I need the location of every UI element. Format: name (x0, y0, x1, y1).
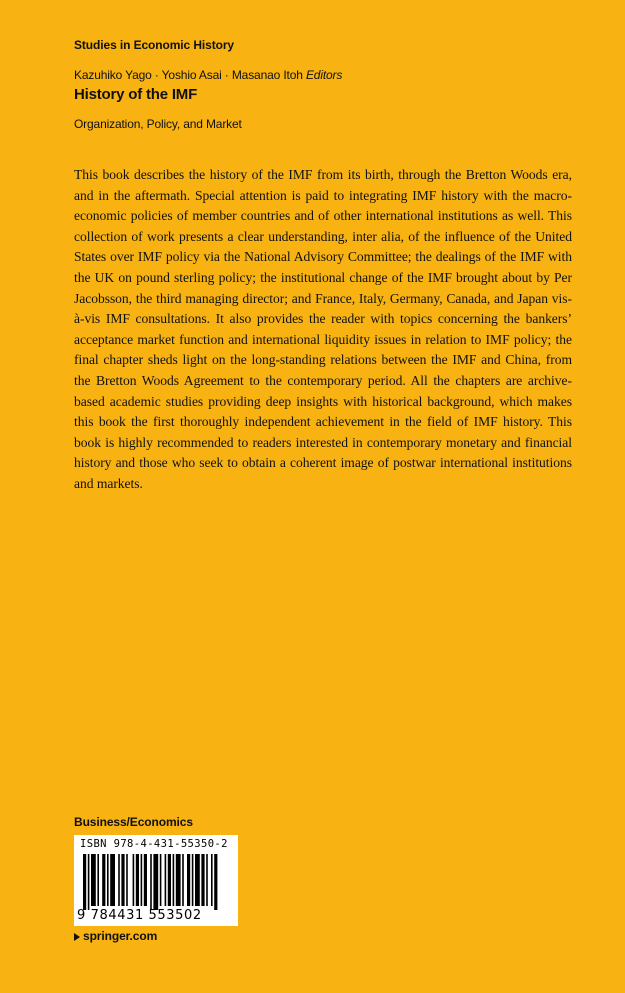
barcode-bar (176, 854, 181, 906)
isbn-label: ISBN 978-4-431-55350-2 (80, 838, 228, 850)
barcode-bar (195, 854, 200, 906)
barcode-bar (126, 854, 128, 906)
barcode-bar (214, 854, 217, 910)
barcode-bar (182, 854, 184, 906)
barcode-icon (83, 854, 229, 910)
barcode-bar (165, 854, 167, 906)
barcode-bar (173, 854, 175, 906)
barcode-bar (192, 854, 194, 906)
book-subtitle: Organization, Policy, and Market (74, 117, 242, 131)
editors-line (74, 68, 342, 82)
barcode-bar (206, 854, 208, 906)
barcode-bar (121, 854, 124, 906)
barcode-bar (153, 854, 158, 910)
barcode-bar (160, 854, 162, 906)
barcode-bar (88, 854, 90, 910)
barcode-bar (97, 854, 99, 906)
barcode-bar (144, 854, 147, 906)
book-description: This book describes the history of the IMF from its birth, through the Bretton Woods era, and in the aftermath. Special attention is paid to integrating IMF history with the macro-economic policies of member countries and of other international institutions as well. This collection of work presents a clear understanding, inter alia, of the influence of the United States over IMF policy via the National Advisory Committee; the dealings of the IMF with the UK on pound sterling policy; the institutional change of the IMF brought about by Per Jacobsson, the third managing director; and France, Italy, Germany, Canada, and Japan vis-à-vis IMF consultations. It also provides the reader with topics concerning the bankers’ acceptance market function and international liquidity issues in relation to IMF policy; the final chapter sheds light on the long-standing relations between the IMF and China, from the Bretton Woods Agreement to the contemporary period. All the chapters are archive-based academic studies providing deep insights with historical background, which makes this book the first thoroughly independent achievement in the field of IMF history. This book is highly recommended to readers interested in contemporary monetary and financial history and those who seek to obtain a coherent image of postwar international institutions and markets. (74, 167, 572, 491)
editors-role: Editors (305, 68, 343, 82)
barcode-bar (107, 854, 109, 906)
barcode-digits: 9 784431 553502 (77, 908, 202, 923)
isbn-barcode-box (74, 835, 238, 926)
barcode-bar (91, 854, 96, 906)
barcode-bar (187, 854, 190, 906)
publisher-website[interactable] (74, 929, 157, 943)
arrow-right-icon (74, 933, 80, 941)
barcode-bar (211, 854, 213, 906)
barcode-bar (141, 854, 143, 906)
series-title: Studies in Economic History (74, 38, 234, 52)
website-link[interactable]: springer.com (83, 929, 158, 943)
subject-category: Business/Economics (74, 815, 193, 829)
barcode-bar (118, 854, 120, 906)
barcode-bar (201, 854, 204, 906)
book-title: History of the IMF (74, 86, 198, 103)
barcode-bar (136, 854, 139, 906)
barcode-bar (83, 854, 86, 910)
barcode-bar (133, 854, 135, 906)
barcode-bar (102, 854, 105, 906)
barcode-bar (168, 854, 171, 906)
barcode-bar (110, 854, 115, 906)
editor-names: Kazuhiko Yago · Yoshio Asai · Masanao Itoh (74, 68, 303, 82)
barcode-bar (150, 854, 152, 910)
